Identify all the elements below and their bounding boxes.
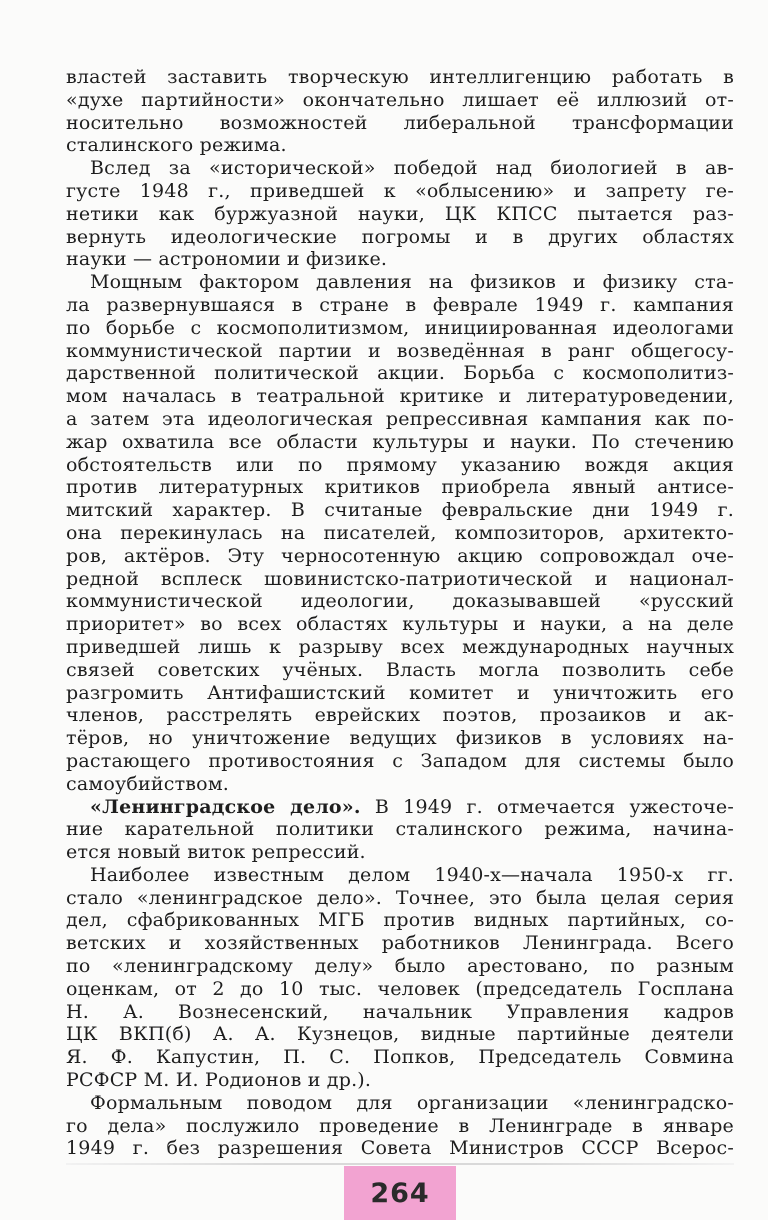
text-line: по борьбе с космополитизмом, инициированная идеологами (66, 316, 734, 339)
text-line: обстоятельств или по прямому указанию вождя акция (66, 453, 734, 476)
text-line: сталинского режима. (66, 134, 287, 157)
text-line: коммунистической идеологии, доказывавшей «русский (66, 590, 734, 613)
text-line: жар охватила все области культуры и науки. По стечению (66, 430, 734, 453)
text-line: РСФСР М. И. Родионов и др.). (66, 1069, 372, 1092)
text-line: нетики как буржуазной науки, ЦК КПСС пытается раз- (66, 202, 734, 225)
text-line: ла развернувшаяся в стране в феврале 1949 г. кампания (66, 293, 734, 316)
text-line: ров, актёров. Эту черносотенную акцию сопровождал оче- (66, 544, 734, 567)
text-run: В 1949 г. отмечается ужесточе- (374, 795, 734, 818)
page-number: 264 (370, 1177, 430, 1209)
text-line: растающего противостояния с Западом для системы было (66, 749, 734, 772)
text-line: ется новый виток репрессий. (66, 841, 366, 864)
body-text (66, 66, 734, 1160)
text-line: 1949 г. без разрешения Совета Министров СССР Всерос- (66, 1137, 734, 1160)
text-line: а затем эта идеологическая репрессивная кампания как по- (66, 407, 734, 430)
text-line: стало «ленинградское дело». Точнее, это была целая серия (66, 886, 734, 909)
text-line: Я. Ф. Капустин, П. С. Попков, Председатель Совмина (66, 1046, 734, 1069)
text-line: носительно возможностей либеральной трансформации (66, 111, 734, 134)
section-heading: «Ленинградское дело». (90, 795, 361, 818)
text-line: ветских и хозяйственных работников Ленинграда. Всего (66, 932, 734, 955)
text-line: приоритет» во всех областях культуры и науки, а на деле (66, 613, 734, 636)
text-line: тёров, но уничтожение ведущих физиков в условиях на- (66, 727, 734, 750)
section-heading-line (66, 796, 734, 819)
footer-divider (66, 1163, 734, 1165)
text-line: мом началась в театральной критике и литературоведении, (66, 385, 734, 408)
text-line: оценкам, от 2 до 10 тыс. человек (председатель Госплана (66, 977, 734, 1000)
text-line: по «ленинградскому делу» было арестовано, по разным (66, 955, 734, 978)
page-number-badge (344, 1166, 456, 1220)
text-line: членов, расстрелять еврейских поэтов, прозаиков и ак- (66, 704, 734, 727)
text-line: «духе партийности» окончательно лишает её иллюзий от- (66, 88, 734, 111)
text-line: го дела» послужило проведение в Ленинграде в январе (66, 1114, 734, 1137)
text-line: вернуть идеологические погромы и в других областях (66, 225, 734, 248)
text-line: редной всплеск шовинистско-патриотической и национал- (66, 567, 734, 590)
text-line: ЦК ВКП(б) А. А. Кузнецов, видные партийные деятели (66, 1023, 734, 1046)
text-line: густе 1948 г., приведшей к «облысению» и запрету ге- (66, 179, 734, 202)
text-line: самоубийством. (66, 772, 230, 795)
text-line: науки — астрономии и физике. (66, 248, 388, 271)
text-line: ние карательной политики сталинского режима, начина- (66, 818, 734, 841)
text-line: митский характер. В считаные февральские дни 1949 г. (66, 499, 734, 522)
text-line: она перекинулась на писателей, композиторов, архитекто- (66, 521, 734, 544)
text-line: коммунистической партии и возведённая в ранг общегосу- (66, 339, 734, 362)
text-line: Формальным поводом для организации «ленинградско- (90, 1091, 734, 1114)
text-line: дел, сфабрикованных МГБ против видных партийных, со- (66, 909, 734, 932)
text-line: связей советских учёных. Власть могла позволить себе (66, 658, 734, 681)
text-line: разгромить Антифашистский комитет и уничтожить его (66, 681, 734, 704)
text-line: властей заставить творческую интеллигенцию работать в (66, 66, 734, 88)
text-line: приведшей лишь к разрыву всех международных научных (66, 635, 734, 658)
text-line: Мощным фактором давления на физиков и физику ста- (90, 271, 734, 294)
text-line: Н. А. Вознесенский, начальник Управления кадров (66, 1000, 734, 1023)
text-line: дарственной политической акции. Борьба с космополитиз- (66, 362, 734, 385)
text-line: против литературных критиков приобрела явный антисе- (66, 476, 734, 499)
text-line: Вслед за «исторической» победой над биологией в ав- (90, 157, 734, 180)
text-line: Наиболее известным делом 1940-х—начала 1950-х гг. (90, 863, 734, 886)
